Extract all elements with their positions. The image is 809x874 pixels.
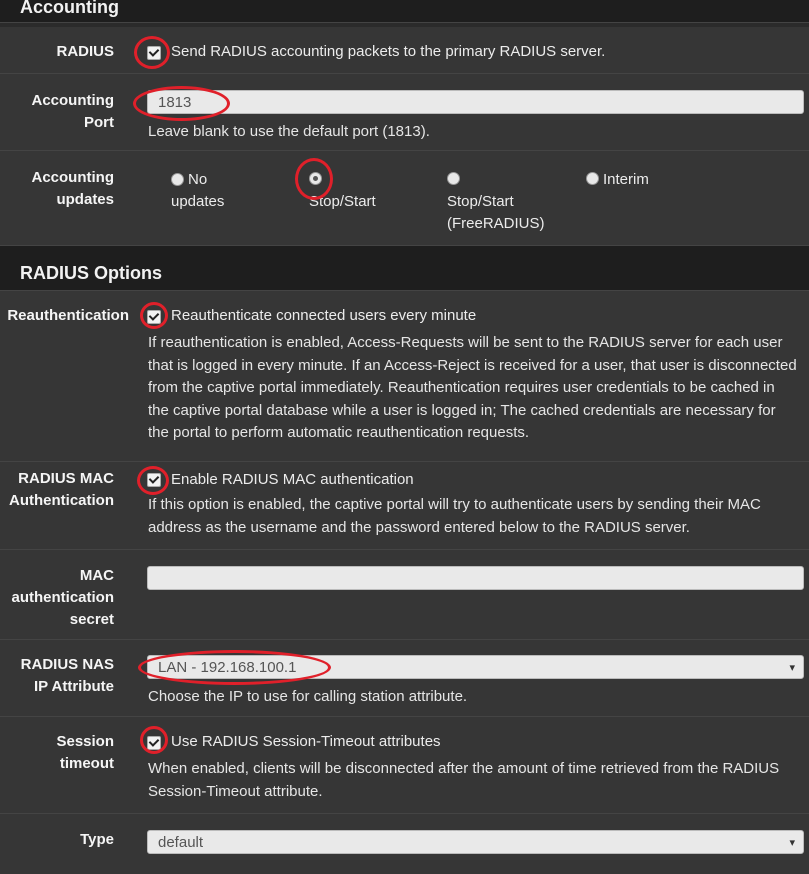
session-timeout-text: Use RADIUS Session-Timeout attributes: [171, 733, 441, 750]
radio-interim-label: Interim: [603, 171, 649, 188]
nas-ip-help: Choose the IP to use for calling station attribute.: [148, 688, 468, 705]
radio-stop-start-freeradius-label: Stop/Start (FreeRADIUS): [447, 193, 545, 232]
radio-interim[interactable]: [586, 172, 599, 185]
radio-stop-start-label: Stop/Start: [309, 193, 376, 210]
radius-options-title: RADIUS Options: [20, 263, 162, 283]
type-row: [0, 814, 809, 874]
highlight-circle: [134, 36, 170, 69]
highlight-circle: [138, 650, 331, 685]
chevron-down-icon: ▾: [789, 837, 795, 849]
highlight-circle: [295, 158, 333, 200]
radio-no-updates-label: No updates: [171, 171, 225, 210]
accounting-title: Accounting: [20, 0, 119, 17]
highlight-circle: [133, 86, 230, 121]
radius-mac-auth-help: If this option is enabled, the captive portal will try to authenticate users by sending their MAC address as the username and the password entered below to the RADIUS server.: [148, 496, 761, 536]
reauthentication-help: If reauthentication is enabled, Access-Requests will be sent to the RADIUS server for each user that is logged in every minute. If an Access-Reject is received for a user, that user is disconnected from the captive portal immediately. Reauthentication requires user credentials to be cached in the captive portal database while a user is logged in; The cached credentials are necessary for the portal to perform automatic reauthentication requests.: [148, 334, 797, 441]
nas-ip-label: RADIUS NAS IP Attribute: [20, 656, 114, 695]
mac-secret-input[interactable]: [147, 566, 804, 590]
chevron-down-icon: ▾: [789, 662, 795, 674]
session-timeout-row: [0, 717, 809, 814]
accounting-port-row: [0, 74, 809, 151]
radius-label: RADIUS: [56, 43, 114, 60]
highlight-circle: [140, 726, 168, 754]
reauthentication-label: Reauthentication: [7, 307, 129, 324]
radio-stop-start-freeradius[interactable]: [447, 172, 460, 185]
accounting-updates-label: Accounting updates: [31, 169, 114, 208]
mac-secret-row: [0, 550, 809, 640]
radius-mac-auth-label: RADIUS MAC Authentication: [9, 470, 114, 509]
radius-options-header: [0, 256, 809, 291]
accounting-port-input[interactable]: 1813: [147, 90, 804, 114]
session-timeout-help: When enabled, clients will be disconnected after the amount of time retrieved from the RADIUS Session-Timeout attribute.: [148, 760, 780, 800]
reauthentication-text: Reauthenticate connected users every minute: [171, 307, 477, 324]
nas-ip-row: [0, 640, 809, 717]
accounting-port-help: Leave blank to use the default port (1813).: [148, 123, 430, 140]
highlight-circle: [140, 302, 168, 329]
highlight-circle: [137, 466, 169, 495]
accounting-port-label: Accounting Port: [31, 92, 114, 131]
nas-ip-select-value: LAN - 192.168.100.1: [158, 659, 297, 676]
accounting-updates-row: [0, 151, 809, 246]
radius-mac-auth-text: Enable RADIUS MAC authentication: [171, 471, 414, 488]
type-select-value: default: [158, 834, 204, 851]
radius-accounting-text: Send RADIUS accounting packets to the primary RADIUS server.: [171, 43, 606, 60]
type-label: Type: [80, 831, 114, 848]
mac-secret-label: MAC authentication secret: [11, 567, 114, 628]
panel-gap: [0, 246, 809, 256]
radius-mac-auth-row: [0, 462, 809, 550]
reauthentication-row: [0, 291, 809, 462]
radius-accounting-row: [0, 27, 809, 74]
type-select[interactable]: [147, 830, 804, 854]
accounting-header: [0, 0, 809, 23]
session-timeout-label: Session timeout: [56, 733, 114, 772]
